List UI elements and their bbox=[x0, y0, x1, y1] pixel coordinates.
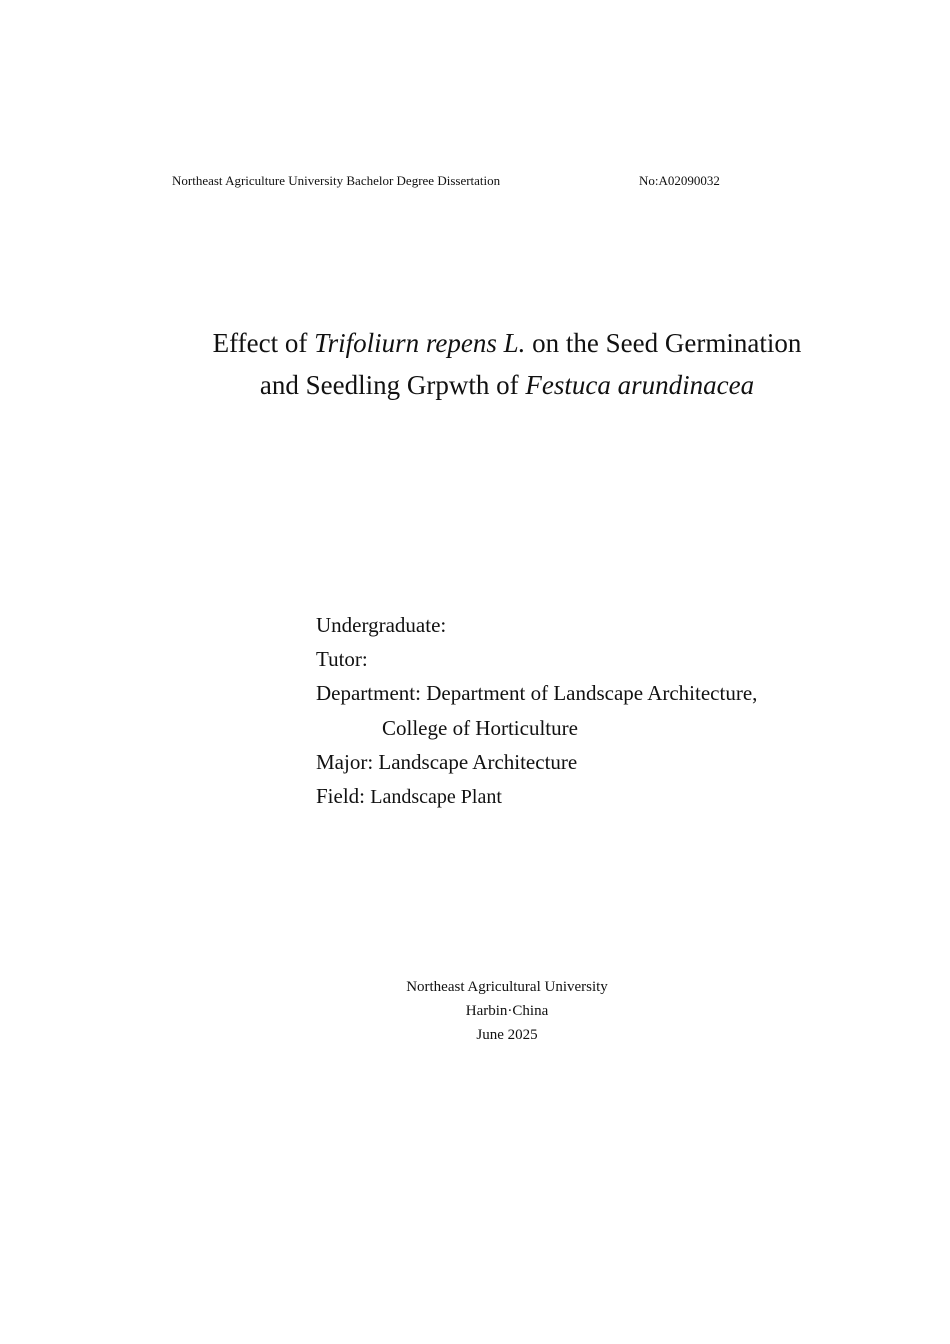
undergraduate-field: Undergraduate: bbox=[316, 613, 447, 637]
thesis-title-line-2 bbox=[0, 367, 950, 403]
footer-location: Harbin·China bbox=[465, 1003, 549, 1019]
major-field: Major: Landscape Architecture bbox=[316, 750, 578, 774]
header-dissertation-label: Northeast Agriculture University Bachelor Degree Dissertation bbox=[172, 173, 501, 188]
department-field: Department: Department of Landscape Architecture, bbox=[316, 681, 758, 705]
title-text: and Seedling Grpwth of bbox=[259, 370, 526, 400]
footer-date: June 2025 bbox=[476, 1027, 538, 1043]
title-text: on the Seed Germination bbox=[525, 328, 802, 358]
header-document-number: No:A02090032 bbox=[639, 173, 720, 188]
department-field-continued: College of Horticulture bbox=[382, 716, 578, 740]
research-field bbox=[316, 782, 502, 811]
thesis-title-line-1 bbox=[0, 325, 950, 361]
title-text: Effect of bbox=[212, 328, 315, 358]
field-label: Field: bbox=[316, 784, 371, 808]
field-value: Landscape Plant bbox=[370, 786, 502, 808]
title-species-name: Festuca arundinacea bbox=[525, 370, 755, 400]
title-species-name: Trifoliurn repens L. bbox=[314, 328, 526, 358]
tutor-field: Tutor: bbox=[316, 647, 368, 671]
footer-university: Northeast Agricultural University bbox=[406, 979, 608, 995]
